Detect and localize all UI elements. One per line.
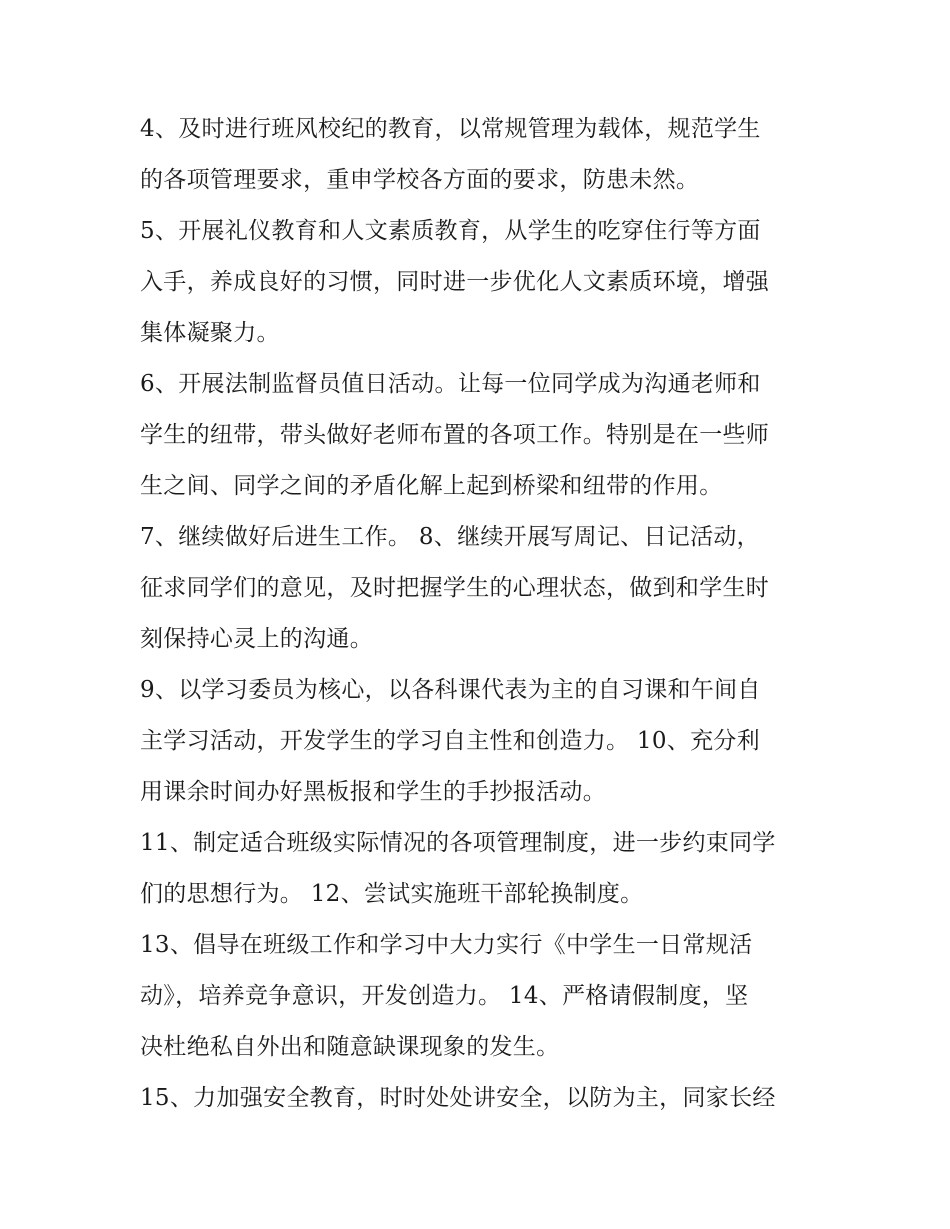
text-line: 入手，养成良好的习惯，同时进一步优化人文素质环境，增强 (140, 269, 770, 295)
text-line: 4、及时进行班风校纪的教育，以常规管理为载体，规范学生 (140, 116, 761, 142)
text-line: 刻保持心灵上的沟通。 (140, 626, 373, 652)
text-line: 生之间、同学之间的矛盾化解上起到桥梁和纽带的作用。 (140, 473, 723, 499)
text-line: 集体凝聚力。 (140, 320, 280, 346)
text-line: 征求同学们的意见，及时把握学生的心理状态，做到和学生时 (140, 575, 770, 601)
text-line: 们的思想行为。 12、尝试实施班干部轮换制度。 (140, 881, 644, 907)
text-line: 7、继续做好后进生工作。 8、继续开展写周记、日记活动， (140, 524, 760, 550)
text-line: 用课余时间办好黑板报和学生的手抄报活动。 (140, 779, 606, 805)
text-line: 决杜绝私自外出和随意缺课现象的发生。 (140, 1034, 560, 1060)
text-line: 6、开展法制监督员值日活动。让每一位同学成为沟通老师和 (140, 371, 761, 397)
text-line: 学生的纽带，带头做好老师布置的各项工作。特别是在一些师 (140, 422, 770, 448)
text-line: 11、制定适合班级实际情况的各项管理制度，进一步约束同学 (140, 830, 776, 856)
text-line: 的各项管理要求，重申学校各方面的要求，防患未然。 (140, 167, 700, 193)
text-line: 5、开展礼仪教育和人文素质教育，从学生的吃穿住行等方面 (140, 218, 761, 244)
text-line: 动》，培养竞争意识，开发创造力。 14、严格请假制度，坚 (140, 983, 749, 1009)
document-body (140, 104, 820, 1124)
text-line: 主学习活动，开发学生的学习自主性和创造力。 10、充分利 (140, 728, 760, 754)
text-line: 9、以学习委员为核心，以各科课代表为主的自习课和午间自 (140, 677, 761, 703)
text-line: 13、倡导在班级工作和学习中大力实行《中学生一日常规活 (140, 932, 753, 958)
text-line: 15、力加强安全教育，时时处处讲安全，以防为主，同家长经 (140, 1085, 776, 1111)
